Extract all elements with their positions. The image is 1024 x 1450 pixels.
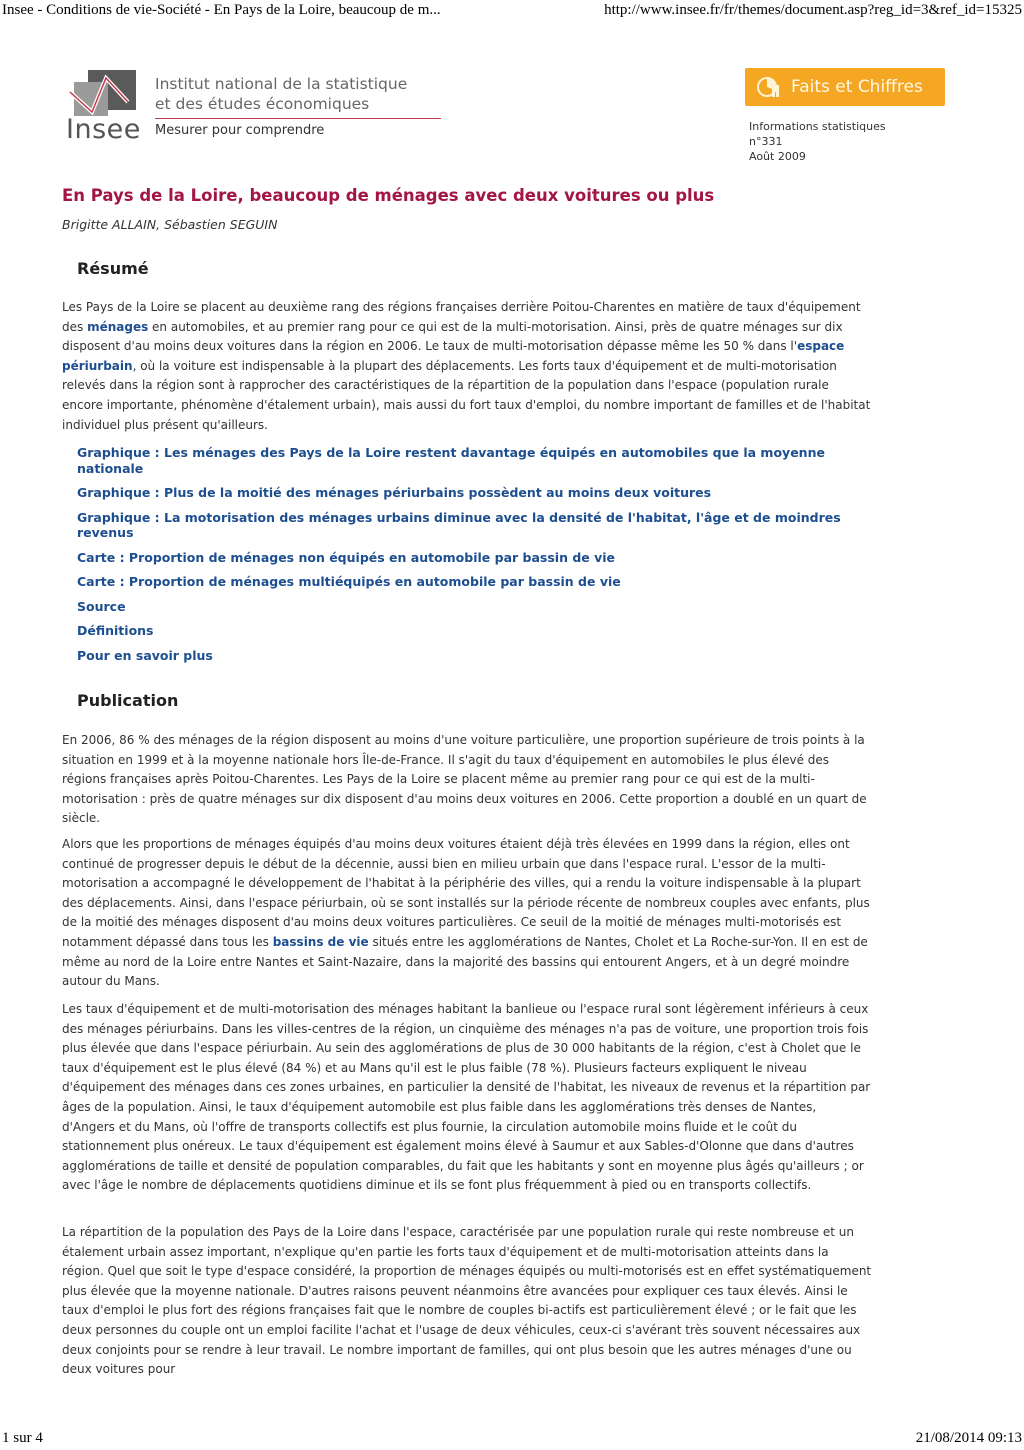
resume-text-3: , où la voiture est indispensable à la plupart des déplacements. Les forts taux d'équipement et de multi-motorisation relevés dans la région sont à rapprocher des caractéristiques de la répartition de la population dans l'espace (population rurale encore importante, phénomène d'étalement urbain), mais aussi du fort taux d'emploi, du nombre important de familles et de l'habitat individuel plus présent qu'ailleurs. bbox=[62, 358, 871, 432]
link-bassins-de-vie[interactable]: bassins de vie bbox=[272, 934, 369, 949]
print-header-url: http://www.insee.fr/fr/themes/document.asp?reg_id=3&ref_id=15325 bbox=[604, 2, 1022, 18]
article-title: En Pays de la Loire, beaucoup de ménages avec deux voitures ou plus bbox=[62, 186, 715, 205]
logo-institution bbox=[155, 74, 415, 114]
article-authors: Brigitte ALLAIN, Sébastien SEGUIN bbox=[62, 217, 278, 232]
link-graphique-motorisation-urbains[interactable]: Graphique : La motorisation des ménages urbains diminue avec la densité de l'habitat, l'âge et de moindres revenus bbox=[77, 509, 841, 540]
resume-paragraph bbox=[62, 298, 872, 435]
link-pour-en-savoir-plus[interactable]: Pour en savoir plus bbox=[77, 647, 213, 663]
publication-p2-text-2: situés entre les agglomérations de Nantes, Cholet et La Roche-sur-Yon. Il en est de même au nord de la Loire entre Nantes et Saint-Nazaire, dans la majorité des bassins qui entourent Angers, et à un degré moindre autour du Mans. bbox=[62, 934, 868, 989]
resume-text-2: en automobiles, et au premier rang pour ce qui est de la multi-motorisation. Ainsi, près de quatre ménages sur dix disposent d'au moins deux voitures dans la région en 2006. Le taux de multi-motorisation dépasse même les 50 % dans l' bbox=[62, 319, 843, 354]
link-espace-periurbain[interactable]: espace périurbain bbox=[62, 339, 845, 373]
logo-institution-line1: Institut national de la statistique bbox=[155, 75, 408, 93]
logo-institution-line2: et des études économiques bbox=[155, 95, 370, 113]
faits-et-chiffres-button[interactable] bbox=[745, 68, 945, 106]
info-number: n°331 bbox=[749, 135, 783, 148]
link-graphique-menages-periurbains[interactable]: Graphique : Plus de la moitié des ménages périurbains possèdent au moins deux voitures bbox=[77, 485, 712, 500]
print-header-title: Insee - Conditions de vie-Société - En Pays de la Loire, beaucoup de m... bbox=[2, 2, 441, 18]
info-date: Août 2009 bbox=[749, 150, 806, 163]
link-definitions[interactable]: Définitions bbox=[77, 623, 154, 638]
resume-heading: Résumé bbox=[77, 259, 149, 278]
insee-logo[interactable] bbox=[66, 68, 408, 148]
resume-text-1: Les Pays de la Loire se placent au deuxième rang des régions françaises derrière Poitou-Charentes en matière de taux d'équipement des bbox=[62, 300, 861, 334]
publication-paragraph-1: En 2006, 86 % des ménages de la région disposent au moins d'une voiture particulière, une proportion supérieure de trois points à la situation en 1999 et à la moyenne nationale hors Île-de-France. Il s'agit du taux d'équipement en automobiles le plus élevé des régions françaises après Poitou-Charentes. Les Pays de la Loire se placent même au premier rang pour ce qui est de la multi-motorisation : près de quatre ménages sur dix disposent d'au moins deux voitures en 2006. Cette proportion a doublé en un quart de siècle. bbox=[62, 733, 867, 826]
info-series: Informations statistiques bbox=[749, 120, 886, 133]
related-links bbox=[77, 445, 867, 672]
publication-paragraph-3: Les taux d'équipement et de multi-motorisation des ménages habitant la banlieue ou l'espace rural sont légèrement inférieurs à ceux des ménages périurbains. Dans les villes-centres de la région, un cinquième des ménages n'a pas de voiture, une proportion trois fois plus élevée que dans l'espace périurbain. Au sein des agglomérations de plus de 30 000 habitants de la région, c'est à Cholet que le taux d'équipement est le plus élevé (84 %) et au Mans qu'il est le plus faible (78 %). Plusieurs facteurs expliquent le niveau d'équipement des ménages dans ces zones urbaines, en particulier la densité de l'habitat, les niveaux de revenus et la répartition par âges de la population. Ainsi, le taux d'équipement automobile est plus faible dans les agglomérations très denses de Nantes, d'Angers et du Mans, où l'offre de transports collectifs est plus fournie, la circulation automobile moins fluide et le coût du stationnement plus onéreux. Le taux d'équipement est également moins élevé à Saumur et aux Sables-d'Olonne que dans d'autres agglomérations de taille et densité de population comparables, du fait que les habitants y sont en moyenne plus âgés qu'ailleurs ; or avec l'âge le nombre de déplacements quotidiens diminue et ils se font plus fréquemment à pied ou en transports collectifs. bbox=[62, 1002, 871, 1193]
logo-tagline: Mesurer pour comprendre bbox=[155, 123, 325, 138]
publication-paragraph-2 bbox=[62, 835, 872, 992]
link-menages[interactable]: ménages bbox=[87, 319, 149, 334]
print-footer-datetime: 21/08/2014 09:13 bbox=[915, 1430, 1022, 1446]
faits-et-chiffres-icon bbox=[755, 75, 781, 99]
print-footer bbox=[0, 1428, 1024, 1450]
link-carte-multiequipes[interactable]: Carte : Proportion de ménages multiéquipés en automobile par bassin de vie bbox=[77, 574, 621, 589]
link-source[interactable]: Source bbox=[77, 598, 126, 614]
publication-paragraph-4: La répartition de la population des Pays de la Loire dans l'espace, caractérisée par une population rurale qui reste nombreuse et un étalement urbain assez important, n'explique qu'en partie les forts taux d'équipement et de multi-motorisation atteints dans la région. Quel que soit le type d'espace considéré, la proportion de ménages équipés ou multi-motorisés est en effet systématiquement plus élevée que la moyenne nationale. D'autres raisons peuvent néanmoins être avancées pour expliquer ces taux élevés. Ainsi le taux d'emploi le plus fort des régions françaises fait que le nombre de couples bi-actifs est particulièrement élevé ; or le fait que les deux personnes du couple ont un emploi facilite l'achat et l'usage de deux véhicules, ceux-ci s'avérant très souvent nécessaires aux deux conjoints pour se rendre à leur travail. Le nombre important de familles, qui ont plus besoin que les autres ménages d'une ou deux voitures pour bbox=[62, 1225, 872, 1377]
link-graphique-moyenne-nationale[interactable]: Graphique : Les ménages des Pays de la Loire restent davantage équipés en automobiles que la moyenne nationale bbox=[77, 445, 825, 476]
logo-divider bbox=[155, 118, 441, 119]
print-header bbox=[0, 0, 1024, 24]
logo-word: Insee bbox=[66, 114, 141, 145]
faits-et-chiffres-label: Faits et Chiffres bbox=[791, 77, 923, 97]
link-carte-non-equipes[interactable]: Carte : Proportion de ménages non équipés en automobile par bassin de vie bbox=[77, 549, 616, 565]
publication-info bbox=[749, 119, 949, 164]
print-footer-page: 1 sur 4 bbox=[2, 1430, 43, 1446]
publication-p2-text-1: Alors que les proportions de ménages équipés d'au moins deux voitures étaient déjà très élevées en 1999 dans la région, elles ont continué de progresser depuis le début de la décennie, aussi bien en milieu urbain que dans l'espace rural. L'essor de la multi-motorisation a accompagné le développement de l'habitat à la périphérie des villes, qui a rendu la voiture indispensable à la plupart des déplacements. Ainsi, dans l'espace périurbain, où se sont installés sur la période récente de nombreux couples avec enfants, plus de la moitié des ménages disposent d'au moins deux voitures particulières. Ce seuil de la moitié de ménages multi-motorisés est notamment dépassé dans tous les bbox=[62, 837, 870, 949]
publication-heading: Publication bbox=[77, 691, 179, 710]
